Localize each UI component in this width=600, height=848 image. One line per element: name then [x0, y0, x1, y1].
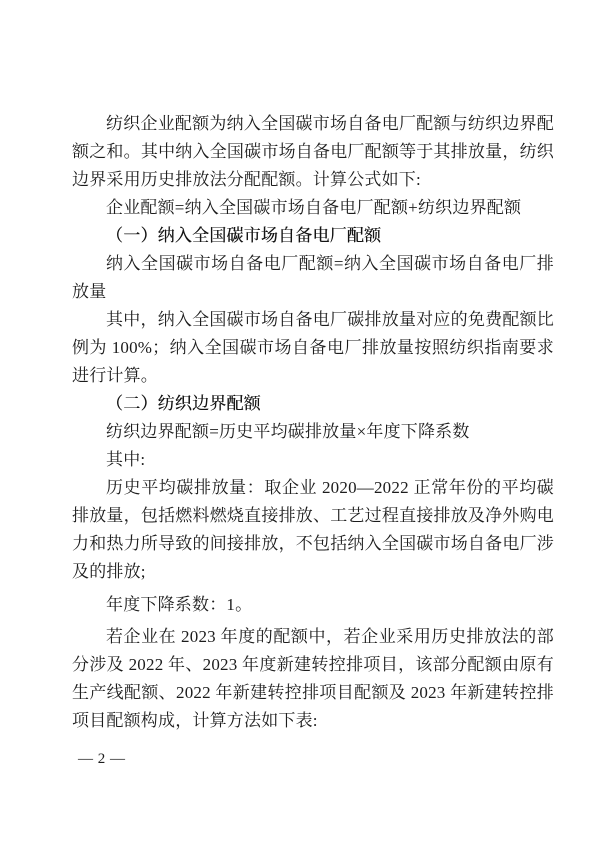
formula-textile-boundary-quota: 纺织边界配额=历史平均碳排放量×年度下降系数 [106, 422, 470, 441]
paragraph-intro: 纺织企业配额为纳入全国碳市场自备电厂配额与纺织边界配额之和。其中纳入全国碳市场自备电厂配额等于其排放量，纺织边界采用历史排放法分配配额。计算公式如下: [72, 114, 554, 189]
paragraph-free-quota-ratio: 其中，纳入全国碳市场自备电厂碳排放量对应的免费配额比例为 100%；纳入全国碳市场自备电厂排放量按照纺织指南要求进行计算。 [72, 310, 554, 385]
page-number: — 2 — [78, 751, 126, 767]
paragraph-2023-quota-composition: 若企业在 2023 年度的配额中，若企业采用历史排放法的部分涉及 2022 年、2023 年度新建转控排项目，该部分配额由原有生产线配额、2022 年新建转控排项目配额及 2023 年新建转控排项目配额构成，计算方法如下表: [72, 627, 554, 730]
paragraph-annual-decline-factor: 年度下降系数：1。 [106, 595, 253, 614]
paragraph-among-which: 其中: [106, 450, 146, 469]
formula-enterprise-quota: 企业配额=纳入全国碳市场自备电厂配额+纺织边界配额 [106, 198, 522, 217]
paragraph-historical-average-emissions: 历史平均碳排放量：取企业 2020—2022 正常年份的平均碳排放量，包括燃料燃烧直接排放、工艺过程直接排放及净外购电力和热力所导致的间接排放，不包括纳入全国碳市场自备电厂涉及的排放; [72, 478, 554, 581]
formula-power-plant-quota: 纳入全国碳市场自备电厂配额=纳入全国碳市场自备电厂排放量 [72, 254, 554, 301]
heading-section-one: （一）纳入全国碳市场自备电厂配额 [106, 226, 382, 245]
page-content [72, 110, 554, 735]
heading-section-two: （二）纺织边界配额 [106, 394, 261, 413]
